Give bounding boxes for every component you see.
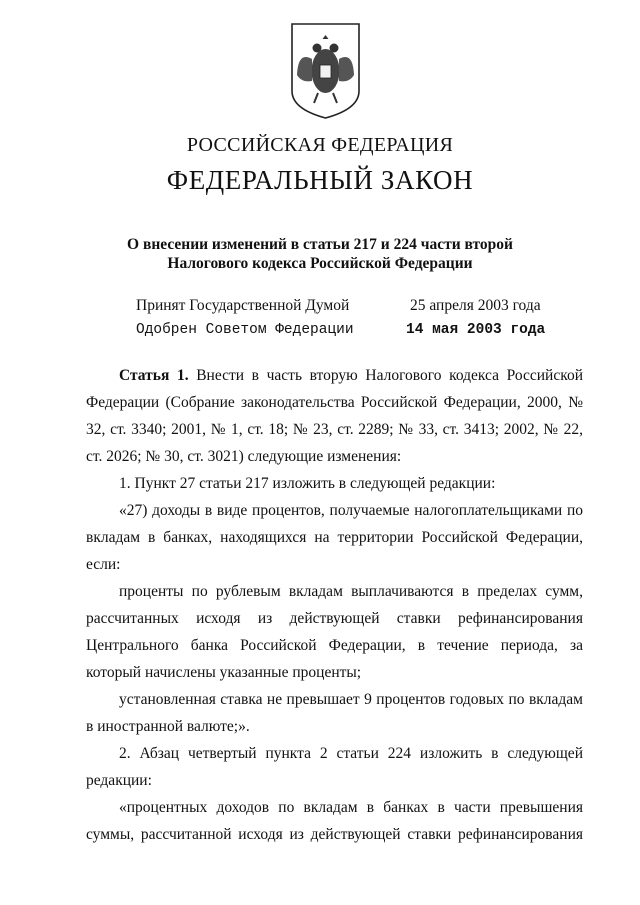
condition-2-paragraph: установленная ставка не превышает 9 процентов годовых по вкладам в иностранной валюте;».	[86, 691, 583, 735]
council-approval-date: 14 мая 2003 года	[406, 322, 546, 338]
quote-1-paragraph: «27) доходы в виде процентов, получаемые налогоплательщиками по вкладам в банках, находящихся на территории Российской Федерации, если:	[86, 502, 583, 573]
law-title-line-1: О внесении изменений в статьи 217 и 224 части второй	[127, 236, 513, 253]
state-emblem-icon	[288, 21, 363, 121]
quote-2-paragraph: «процентных доходов по вкладам в банках в части превышения суммы, рассчитанной исходя из действующей ставки рефинансирования	[86, 799, 583, 843]
country-heading: РОССИЙСКАЯ ФЕДЕРАЦИЯ	[186, 134, 454, 156]
article-text: Внести в часть вторую Налогового кодекса Российской Федерации (Собрание законодательства Российской Федерации, 2000, № 32, ст. 3340; 2001, № 1, ст. 18; № 23, ст. 2289; № 33, ст. 3413; 2002, № 22, ст. 2026; № 30, ст. 3021) следующие изменения:	[86, 367, 583, 465]
article-label: Статья 1.	[119, 367, 189, 384]
item-1-paragraph: 1. Пункт 27 статьи 217 изложить в следующей редакции:	[119, 475, 496, 492]
law-type-heading: ФЕДЕРАЛЬНЫЙ ЗАКОН	[166, 165, 474, 195]
law-title	[0, 235, 640, 273]
duma-adoption-label: Принят Государственной Думой	[136, 297, 350, 314]
law-title-line-2: Налогового кодекса Российской Федерации	[167, 255, 473, 272]
duma-adoption-date: 25 апреля 2003 года	[410, 297, 541, 314]
condition-1-paragraph: проценты по рублевым вкладам выплачиваются в пределах сумм, рассчитанных исходя из действующей ставки рефинансирования Центрального банка Российской Федерации, в течение периода, за который начислены указанные проценты;	[86, 583, 583, 681]
council-approval-label: Одобрен Советом Федерации	[136, 322, 354, 338]
article-1-paragraph	[86, 362, 583, 470]
item-2-paragraph: 2. Абзац четвертый пункта 2 статьи 224 изложить в следующей редакции:	[86, 745, 583, 789]
